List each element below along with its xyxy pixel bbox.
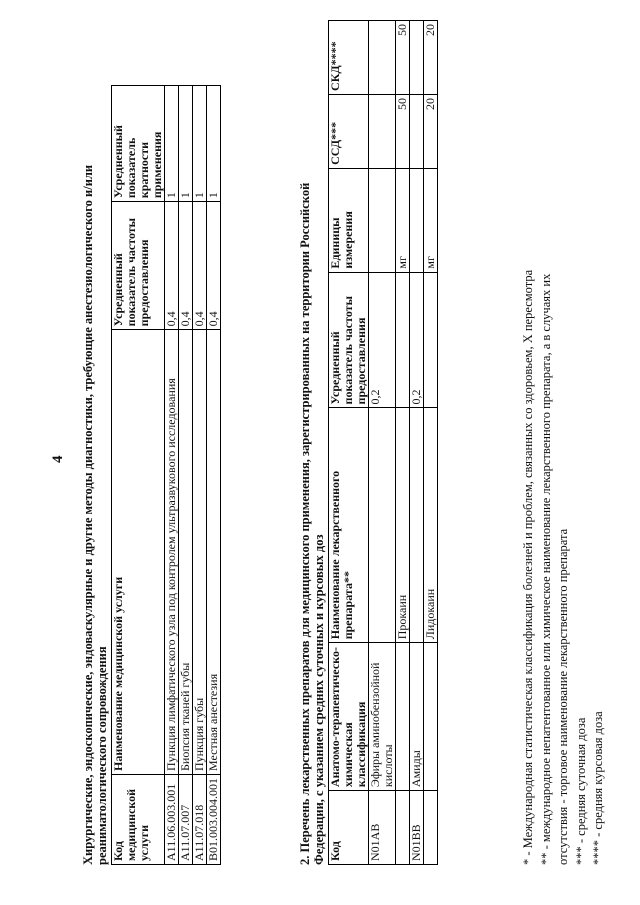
header-service-name: Наименование медицинской услуги bbox=[112, 330, 165, 775]
atc-class: Амиды bbox=[410, 643, 424, 791]
header-unit: Единицы измерения bbox=[329, 168, 369, 272]
drugs-table bbox=[328, 20, 438, 865]
group-frequency: 0,2 bbox=[369, 272, 396, 408]
table-row bbox=[396, 21, 410, 865]
footnote: *** - средняя суточная доза bbox=[573, 717, 588, 865]
group-frequency: 0,2 bbox=[410, 272, 424, 408]
service-multiplicity: 1 bbox=[179, 86, 193, 202]
footnote: ** - международное непатентованное или химическое наименование лекарственного препарата, а в случаях их bbox=[538, 273, 553, 865]
drug-unit: мг bbox=[396, 168, 410, 272]
drug-name: Прокаин bbox=[396, 408, 410, 643]
table-row bbox=[165, 86, 179, 865]
drug-ssd: 20 bbox=[424, 94, 438, 168]
drug-ssd: 50 bbox=[396, 94, 410, 168]
header-frequency: Усредненный показатель частоты предоставления bbox=[112, 202, 165, 330]
header-atc: Анатомо-терапевтическо-химическая классификация bbox=[329, 643, 369, 791]
page-number: 4 bbox=[50, 455, 66, 463]
table-row bbox=[193, 86, 207, 865]
service-multiplicity: 1 bbox=[207, 86, 221, 202]
footnote: отсутствия - торговое наименование лекарственного препарата bbox=[556, 528, 570, 865]
table-row bbox=[424, 21, 438, 865]
service-code: A11.06.003.001 bbox=[165, 774, 179, 864]
header-drug-name: Наименование лекарственного препарата** bbox=[329, 408, 369, 643]
table-row bbox=[207, 86, 221, 865]
service-frequency: 0,4 bbox=[165, 202, 179, 330]
header-code: Код bbox=[329, 791, 369, 865]
drug-skd: 50 bbox=[396, 21, 410, 95]
service-name: Пункция губы bbox=[193, 330, 207, 775]
service-frequency: 0,4 bbox=[193, 202, 207, 330]
service-code: A11.07.007 bbox=[179, 774, 193, 864]
footnote: **** - средняя курсовая доза bbox=[591, 711, 605, 865]
service-frequency: 0,4 bbox=[179, 202, 193, 330]
header-service-code: Код медицинской услуги bbox=[112, 774, 165, 864]
header-frequency: Усредненный показатель частоты предоставления bbox=[329, 272, 369, 408]
footnote: * - Международная статистическая классификация болезней и проблем, связанных со здоровьем, X пересмотра bbox=[521, 269, 535, 865]
header-skd: СКД**** bbox=[329, 21, 369, 95]
table-row bbox=[410, 21, 424, 865]
drug-skd: 20 bbox=[424, 21, 438, 95]
table-header-row bbox=[112, 86, 165, 865]
service-name: Пункция лимфатического узла под контролем ультразвукового исследования bbox=[165, 330, 179, 775]
section2-heading: 2. Перечень лекарственных препаратов для медицинского применения, зарегистрированных на территории Российской Федерации, с указанием средних суточных и курсовых доз bbox=[298, 182, 326, 865]
drug-unit: мг bbox=[424, 168, 438, 272]
service-multiplicity: 1 bbox=[165, 86, 179, 202]
footnotes bbox=[520, 65, 608, 865]
header-ssd: ССД*** bbox=[329, 94, 369, 168]
table-row bbox=[369, 21, 396, 865]
service-code: A11.07.018 bbox=[193, 774, 207, 864]
drug-name: Лидокаин bbox=[424, 408, 438, 643]
atc-code: N01AB bbox=[369, 791, 396, 865]
service-code: B01.003.004.001 bbox=[207, 774, 221, 864]
header-multiplicity: Усредненный показатель кратности применения bbox=[112, 86, 165, 202]
service-frequency: 0,4 bbox=[207, 202, 221, 330]
section1-heading: Хирургические, эндоскопические, эндоваскулярные и другие методы диагностики, требующие анестезиологического и/или реаниматологического сопровождения bbox=[81, 164, 109, 865]
medical-services-table bbox=[111, 85, 221, 865]
atc-class: Эфиры аминобензойной кислоты bbox=[369, 643, 396, 791]
table-header-row bbox=[329, 21, 369, 865]
atc-code: N01BB bbox=[410, 791, 424, 865]
service-multiplicity: 1 bbox=[193, 86, 207, 202]
service-name: Биопсия тканей губы bbox=[179, 330, 193, 775]
service-name: Местная анестезия bbox=[207, 330, 221, 775]
table-row bbox=[179, 86, 193, 865]
